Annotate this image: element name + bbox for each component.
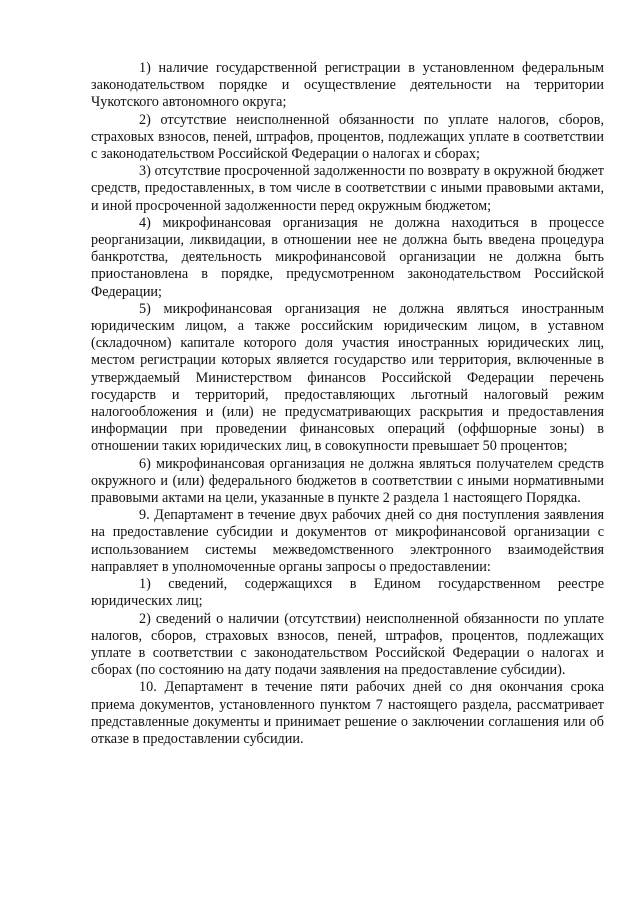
document-page [91,60,604,748]
paragraph-condition-2: 2) отсутствие неисполненной обязанности по уплате налогов, сборов, страховых взносов, пеней, штрафов, процентов, подлежащих уплате в соответствии с законодательством Российской Федерации о налогах и сборах; [91,111,604,163]
paragraph-condition-3: 3) отсутствие просроченной задолженности по возврату в окружной бюджет средств, предоставленных, в том числе в соответствии с иными правовыми актами, и иной просроченной задолженности перед окружным бюджетом; [91,163,604,214]
paragraph-condition-4: 4) микрофинансовая организация не должна находиться в процессе реорганизации, ликвидации, в отношении нее не должна быть введена процедура банкротства, деятельность микрофинансовой организации не должна быть приостановлена в порядке, предусмотренном законодательством Российской Федерации; [91,214,604,300]
paragraph-request-1: 1) сведений, содержащихся в Едином государственном реестре юридических лиц; [91,576,604,610]
paragraph-section-9: 9. Департамент в течение двух рабочих дней со дня поступления заявления на предоставление субсидии и документов от микрофинансовой организации с использованием системы межведомственного электронного взаимодействия направляет в уполномоченные органы запросы о предоставлении: [91,507,604,575]
paragraph-condition-5: 5) микрофинансовая организация не должна являться иностранным юридическим лицом, а также российским юридическим лицом, в уставном (складочном) капитале которого доля участия иностранных юридических лиц, местом регистрации которых является государство или территория, включенные в утверждаемый Министерством финансов Российской Федерации перечень государств и территорий, предоставляющих льготный налоговый режим налогообложения и (или) не предусматривающих раскрытия и предоставления информации при проведении финансовых операций (оффшорные зоны) в отношении таких юридических лиц, в совокупности превышает 50 процентов; [91,300,604,455]
paragraph-section-10: 10. Департамент в течение пяти рабочих дней со дня окончания срока приема документов, установленного пунктом 7 настоящего раздела, рассматривает представленные документы и принимает решение о заключении соглашения или об отказе в предоставлении субсидии. [91,679,604,747]
paragraph-condition-1: 1) наличие государственной регистрации в установленном федеральным законодательством порядке и осуществление деятельности на территории Чукотского автономного округа; [91,60,604,111]
paragraph-condition-6: 6) микрофинансовая организация не должна являться получателем средств окружного и (или) федерального бюджетов в соответствии с иными нормативными правовыми актами на цели, указанные в пункте 2 раздела 1 настоящего Порядка. [91,455,604,507]
paragraph-request-2: 2) сведений о наличии (отсутствии) неисполненной обязанности по уплате налогов, сборов, страховых взносов, пеней, штрафов, процентов, подлежащих уплате в соответствии с законодательством Российской Федерации о налогах и сборах (по состоянию на дату подачи заявления на предоставление субсидии). [91,610,604,679]
